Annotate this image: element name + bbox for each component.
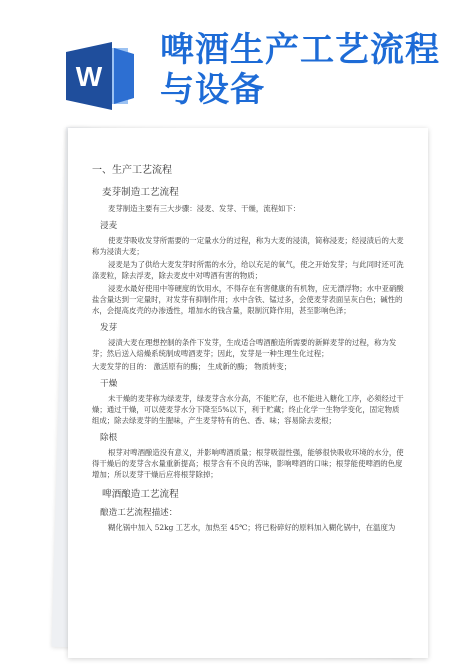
word-logo-icon — [62, 38, 138, 114]
steeping-paragraph-1: 使麦芽吸收发芽所需要的一定量水分的过程，称为大麦的浸渍，简称浸麦；经浸渍后的大麦称为浸渍大麦； — [92, 236, 404, 256]
germination-heading: 发芽 — [100, 323, 118, 333]
malt-process-heading: 麦芽制造工艺流程 — [102, 187, 179, 198]
word-logo-letter: W — [75, 61, 103, 92]
document-body — [92, 164, 404, 535]
rooting-heading: 除根 — [100, 433, 118, 443]
document-page — [68, 128, 428, 658]
word-logo-page-mid — [114, 48, 134, 104]
page-bottom-fade — [68, 588, 428, 658]
steeping-paragraph-2: 浸麦是为了供给大麦发芽时所需的水分，给以充足的氧气，使之开始发芽；与此同时还可洗涤麦粒，除去浮麦，除去麦皮中对啤酒有害的物质； — [92, 260, 404, 280]
steeping-paragraph-3: 浸麦水最好使用中等硬度的饮用水，不得存在有害健康的有机物，应无漂浮物；水中亚硝酸盐含量达到一定量时，对发芽有抑制作用；水中含铁、锰过多，会使麦芽表面呈灰白色；碱性的水，会提高皮壳的办渗透性，增加水的钱含量，限制沉降作用，甚至影响色泽； — [92, 284, 404, 315]
rooting-paragraph-1: 根芽对啤酒酿造没有意义，并影响啤酒质量；根芽吸湿性强，能够很快吸收环境的水分，使得干燥后的麦芽含水量重新提高；根芽含有不良的苦味，影响啤酒的口味；根芽能使啤酒的色度增加；所以麦芽干燥后应将根芽除掉； — [92, 448, 404, 479]
page-title: 啤酒生产工艺流程与设备 — [160, 30, 440, 110]
section-heading: 一、生产工艺流程 — [92, 165, 172, 176]
malt-intro-text: 麦芽制造主要有三大步骤：浸麦、发芽、干燥，流程如下： — [108, 204, 301, 213]
germination-paragraph-2: 大麦发芽的目的： 激活原有的酶； 生成新的酶； 物质转变； — [92, 362, 292, 371]
drying-heading: 干燥 — [100, 379, 118, 389]
drying-paragraph-1: 未干燥的麦芽称为绿麦芽，绿麦芽含水分高，不能贮存，也不能进入糖化工序，必须经过干燥；通过干燥，可以使麦芽水分下降至5%以下，利于贮藏；终止化学一生物学变化，固定物质组成；除去绿麦芽的生腥味，产生麦芽特有的色、香、味；容易除去麦根； — [92, 394, 404, 425]
germination-paragraph-1: 浸渍大麦在理想控制的条件下发芽，生成适合啤酒酿造所需要的新鲜麦芽的过程，称为发芽；然后送入焙燥系统制成啤酒麦芽；因此，发芽是一种生理生化过程； — [92, 338, 397, 358]
brewing-paragraph-1: 糊化锅中加入 52kg 工艺水，加热至 45℃；将已粉碎好的原料加入糊化锅中，在温度为 — [108, 523, 396, 532]
brewing-process-heading: 啤酒酿造工艺流程 — [102, 489, 179, 500]
brewing-description-heading: 酿造工艺流程描述： — [100, 508, 178, 518]
steeping-heading: 浸麦 — [100, 221, 118, 231]
